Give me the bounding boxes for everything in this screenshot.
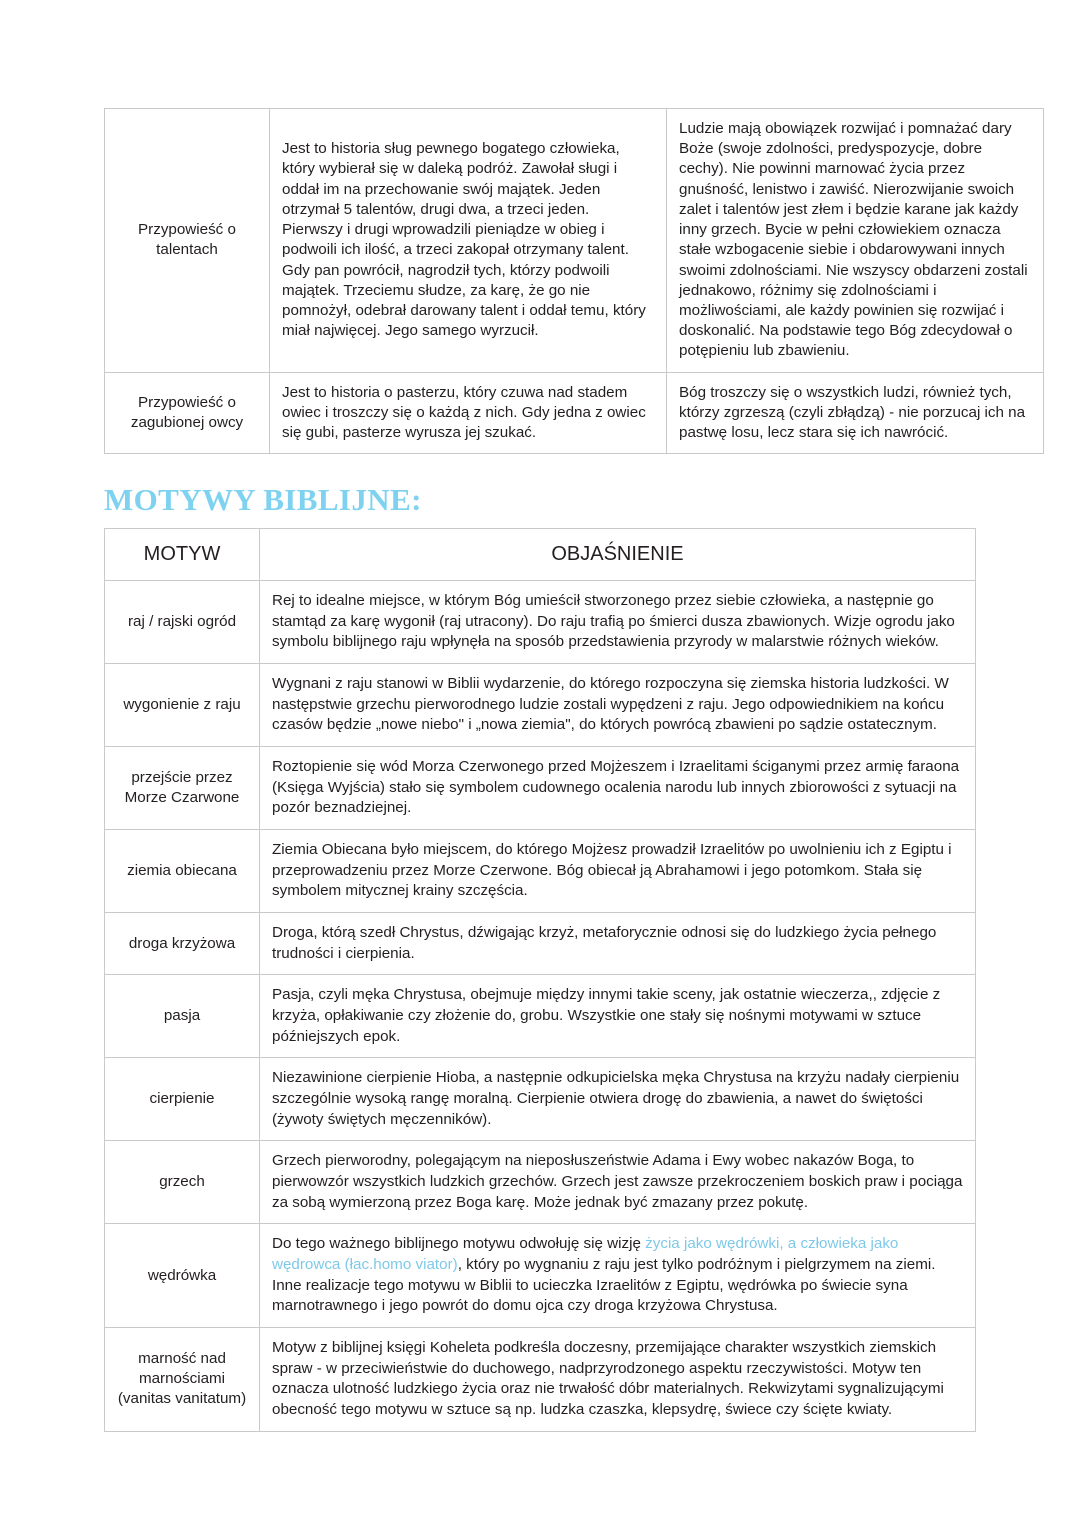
motif-name: grzech — [105, 1141, 260, 1224]
motif-description: Pasja, czyli męka Chrystusa, obejmuje między innymi takie sceny, jak ostatnie wieczerza,, zdjęcie z krzyża, opłakiwanie czy złożenie do, grobu. Wszystkie one stały się nośnymi motywami w sztuce późniejszych epok. — [260, 975, 976, 1058]
motif-name: pasja — [105, 975, 260, 1058]
motif-description: Motyw z biblijnej księgi Koheleta podkreśla doczesny, przemijające charakter wszystkich ziemskich spraw - w przeciwieństwie do duchowego, nadprzyrodzonego aspektu rzeczywistości. Motyw ten oznacza ulotność ludzkiego życia oraz nie trwałość dóbr materialnych. Rekwizytami sygnalizującymi obecność tego motywu w sztuce są np. ludzka czaszka, klepsydrę, świece czy ścięte kwiaty. — [260, 1328, 976, 1432]
motif-description: Rej to idealne miejsce, w którym Bóg umieścił stworzonego przez siebie człowieka, a następnie go stamtąd za karę wygonił (raj utracony). Do raju trafią po śmierci dusza zbawionych. Wizje ogrodu jako symbolu biblijnego raju wpłynęła na sposób przedstawienia przyrody w malarstwie różnych wieków. — [260, 580, 976, 663]
motif-desc-part2: , który po wygnaniu z raju jest tylko podróżnym i pielgrzymem na ziemi. Inne realizacje tego motywu w Biblii to ucieczka Izraelitów z Egiptu, wędrówka po świecie syna marnotrawnego i jego powrót do domu ojca czy droga krzyżowa Chrystusa. — [272, 1256, 936, 1315]
column-header-motyw: MOTYW — [105, 529, 260, 581]
table-row — [105, 1058, 976, 1141]
table-row — [105, 109, 1044, 373]
section-title: MOTYWY BIBLIJNE: — [104, 482, 422, 518]
motif-description: Grzech pierworodny, polegającym na nieposłuszeństwie Adama i Ewy wobec nakazów Boga, to pierwowzór wszystkich ludzkich grzechów. Grzech jest zawsze przekroczeniem boskich praw i pociąga za sobą wymierzoną przez Boga karę. Może jednak być zmazany przez pokutę. — [260, 1141, 976, 1224]
motif-name: droga krzyżowa — [105, 912, 260, 974]
table-row — [105, 372, 1044, 454]
parable-label: Przypowieść o zagubionej owcy — [105, 372, 270, 454]
column-header-objasnienie: OBJAŚNIENIE — [260, 529, 976, 581]
motif-description: Niezawinione cierpienie Hioba, a następnie odkupicielska męka Chrystusa na krzyżu nadały cierpieniu szczególnie wysoką rangę moralną. Cierpienie otwiera drogę do zbawienia, a nawet do świętości (żywoty świętych męczenników). — [260, 1058, 976, 1141]
parable-story: Jest to historia o pasterzu, który czuwa nad stadem owiec i troszczy się o każdą z nich. Gdy jedna z owiec się gubi, pasterze wyrusza jej szukać. — [270, 372, 667, 454]
parables-table — [104, 108, 1044, 454]
table-header-row — [105, 529, 976, 581]
table-row — [105, 1328, 976, 1432]
motif-description: Roztopienie się wód Morza Czerwonego przed Mojżeszem i Izraelitami ściganymi przez armię faraona (Księga Wyjścia) stało się symbolem cudownego ocalenia narodu lub innych zbiorowości z sytuacji na pozór beznadziejnej. — [260, 746, 976, 829]
parable-meaning: Bóg troszczy się o wszystkich ludzi, również tych, którzy zgrzeszą (czyli zbłądzą) - nie porzucaj ich na pastwę losu, lecz stara się ich nawrócić. — [667, 372, 1044, 454]
motif-description: Wygnani z raju stanowi w Biblii wydarzenie, do którego rozpoczyna się ziemska historia ludzkości. W następstwie grzechu pierworodnego ludzie zostali wypędzeni z raju. Jego odpowiednikiem na końcu czasów będzie „nowe niebo" i „nowa ziemia", do których powrócą zbawieni po sądzie ostatecznym. — [260, 663, 976, 746]
parable-label: Przypowieść o talentach — [105, 109, 270, 373]
motif-name: wygonienie z raju — [105, 663, 260, 746]
motif-name: wędrówka — [105, 1224, 260, 1328]
motif-desc-part1: Do tego ważnego biblijnego motywu odwołuję się wizję — [272, 1235, 646, 1253]
table-row — [105, 746, 976, 829]
table-row — [105, 829, 976, 912]
motif-description-wedrowka — [260, 1224, 976, 1328]
table-row — [105, 1141, 976, 1224]
table-row — [105, 1224, 976, 1328]
motif-description: Ziemia Obiecana było miejscem, do którego Mojżesz prowadził Izraelitów po uwolnieniu ich z Egiptu i przeprowadzeniu przez Morze Czerwone. Bóg obiecał ją Abrahamowi i jego potomkom. Stała się symbolem mitycznej krainy szczęścia. — [260, 829, 976, 912]
motif-name: ziemia obiecana — [105, 829, 260, 912]
motif-name: marność nad marnościami (vanitas vanitatum) — [105, 1328, 260, 1432]
motif-desc-highlight: życia jako wędrówki, a człowieka jako wędrowca (łac.homo viator) — [272, 1235, 899, 1273]
table-row — [105, 580, 976, 663]
table-row — [105, 663, 976, 746]
motif-name: przejście przez Morze Czarwone — [105, 746, 260, 829]
parable-story: Jest to historia sług pewnego bogatego człowieka, który wybierał się w daleką podróż. Zawołał sługi i oddał im na przechowanie swój majątek. Jeden otrzymał 5 talentów, drugi dwa, a trzeci jeden. Pierwszy i drugi wprowadzili pieniądze w obieg i podwoili ich ilość, a trzeci zakopał otrzymany talent. Gdy pan powrócił, nagrodził tych, którzy podwoili majątek. Trzeciemu słudze, za karę, że go nie pomnożył, odebrał darowany talent i oddał temu, który miał najwięcej. Jego samego wyrzucił. — [270, 109, 667, 373]
table-row — [105, 975, 976, 1058]
motif-description: Droga, którą szedł Chrystus, dźwigając krzyż, metaforycznie odnosi się do ludzkiego życia pełnego trudności i cierpienia. — [260, 912, 976, 974]
motif-name: raj / rajski ogród — [105, 580, 260, 663]
motifs-table — [104, 528, 976, 1431]
motif-name: cierpienie — [105, 1058, 260, 1141]
table-row — [105, 912, 976, 974]
parable-meaning: Ludzie mają obowiązek rozwijać i pomnażać dary Boże (swoje zdolności, predyspozycje, dobre cechy). Nie powinni marnować życia przez gnuśność, lenistwo i zawiść. Nierozwijanie swoich zalet i talentów jest złem i będzie karane jak każdy inny grzech. Bycie w pełni człowiekiem oznacza stałe wzbogacenie siebie i obdarowywani innych swoimi zdolnościami. Nie wszyscy obdarzeni zostali jednakowo, różnimy się zdolnościami i możliwościami, ale każdy powinien się rozwijać i doskonalić. Na podstawie tego Bóg zdecydował o potępieniu lub zbawieniu. — [667, 109, 1044, 373]
